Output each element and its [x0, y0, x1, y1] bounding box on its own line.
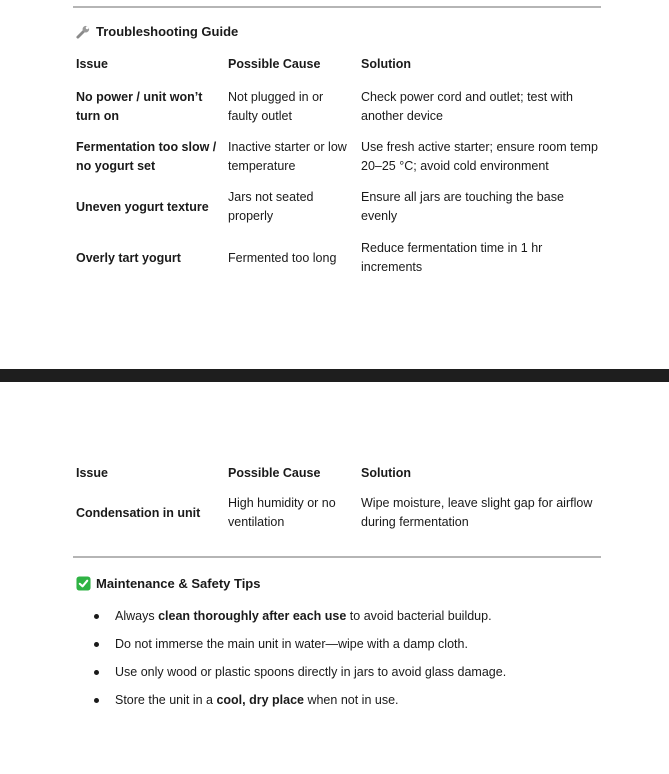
header-cause: Possible Cause	[228, 465, 321, 480]
row-solution: Reduce fermentation time in 1 hr increments	[361, 241, 543, 274]
header-solution: Solution	[361, 465, 411, 480]
table-row	[73, 138, 604, 176]
bullet	[94, 698, 99, 703]
row-issue: Condensation in unit	[76, 505, 201, 520]
table-row	[73, 176, 604, 238]
maintenance-title: Maintenance & Safety Tips	[96, 576, 261, 591]
list-item: Store the unit in a cool, dry place when not in use.	[93, 686, 506, 714]
bullet	[94, 614, 99, 619]
row-cause: High humidity or no ventilation	[228, 496, 336, 529]
header-issue: Issue	[76, 56, 108, 71]
maintenance-tips-list	[93, 602, 506, 714]
check-box-icon	[76, 576, 91, 591]
row-issue: Fermentation too slow / no yogurt set	[76, 140, 217, 173]
row-issue: Overly tart yogurt	[76, 250, 181, 265]
list-item: Always clean thoroughly after each use to avoid bacterial buildup.	[93, 602, 506, 630]
wrench-icon	[76, 24, 91, 39]
list-item: Use only wood or plastic spoons directly in jars to avoid glass damage.	[93, 658, 506, 686]
row-cause: Fermented too long	[228, 250, 337, 265]
troubleshooting-table	[73, 52, 604, 278]
troubleshooting-table-continued	[73, 461, 604, 541]
top-divider	[73, 6, 601, 8]
row-issue: Uneven yogurt texture	[76, 199, 209, 214]
header-issue: Issue	[76, 465, 108, 480]
row-solution: Use fresh active starter; ensure room temp 20–25 °C; avoid cold environment	[361, 140, 598, 173]
maintenance-heading	[76, 576, 260, 591]
table-row	[73, 485, 604, 541]
bullet	[94, 670, 99, 675]
header-solution: Solution	[361, 56, 411, 71]
row-solution: Ensure all jars are touching the base evenly	[361, 190, 564, 223]
list-item: Do not immerse the main unit in water—wipe with a damp cloth.	[93, 630, 506, 658]
row-issue: No power / unit won’t turn on	[76, 90, 203, 123]
troubleshooting-title: Troubleshooting Guide	[96, 24, 239, 39]
bullet	[94, 642, 99, 647]
table-row	[73, 76, 604, 138]
section-divider	[73, 556, 601, 558]
header-cause: Possible Cause	[228, 56, 321, 71]
row-cause: Not plugged in or faulty outlet	[228, 90, 324, 123]
table-row	[73, 238, 604, 278]
troubleshooting-heading	[76, 24, 238, 39]
row-cause: Jars not seated properly	[228, 190, 314, 223]
row-solution: Wipe moisture, leave slight gap for airflow during fermentation	[361, 496, 593, 529]
row-cause: Inactive starter or low temperature	[228, 140, 347, 173]
row-solution: Check power cord and outlet; test with another device	[361, 90, 573, 123]
page-break	[0, 369, 669, 382]
